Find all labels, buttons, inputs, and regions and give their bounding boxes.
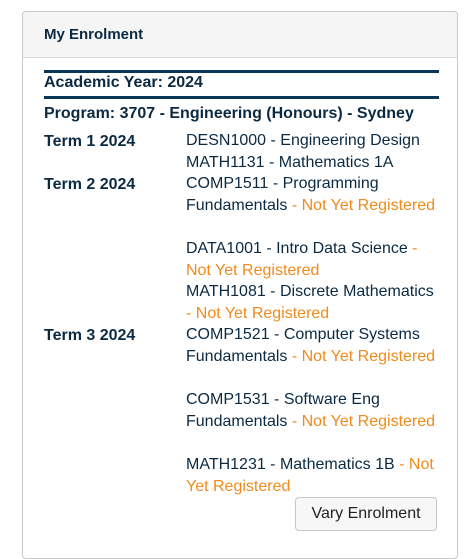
divider-top: [44, 70, 439, 73]
course-item: [186, 173, 436, 216]
course-status: - Not Yet Registered: [186, 456, 434, 495]
academic-year: Academic Year: 2024: [44, 74, 203, 91]
course-name: COMP1531 - Software Eng Fundamentals: [186, 391, 380, 430]
enrolment-panel: [22, 11, 458, 559]
panel-title: My Enrolment: [23, 12, 457, 58]
course-item: [186, 389, 436, 432]
course-name: COMP1511 - Programming Fundamentals: [186, 175, 379, 214]
course-item: [186, 130, 436, 152]
term-label: Term 1 2024: [44, 133, 136, 150]
term-label: Term 2 2024: [44, 176, 136, 193]
course-name: MATH1081 - Discrete Mathematics: [186, 283, 434, 300]
course-item: [186, 454, 436, 497]
course-item: [186, 281, 436, 324]
course-status: - Not Yet Registered: [186, 240, 418, 279]
course-name: DATA1001 - Intro Data Science: [186, 240, 408, 257]
divider-bottom: [44, 96, 439, 99]
course-item: [186, 152, 436, 174]
course-name: MATH1131 - Mathematics 1A: [186, 154, 394, 171]
vary-enrolment-button[interactable]: Vary Enrolment: [295, 497, 437, 531]
course-item: [186, 324, 436, 367]
course-name: COMP1521 - Computer Systems Fundamentals: [186, 326, 420, 365]
course-name: DESN1000 - Engineering Design: [186, 132, 420, 149]
course-status: - Not Yet Registered: [186, 304, 330, 322]
course-status: - Not Yet Registered: [287, 196, 436, 214]
course-name: MATH1231 - Mathematics 1B: [186, 456, 395, 473]
program-heading: Program: 3707 - Engineering (Honours) - Sydney: [44, 105, 414, 122]
term-label: Term 3 2024: [44, 327, 136, 344]
course-item: [186, 238, 436, 281]
course-status: - Not Yet Registered: [287, 347, 436, 365]
course-status: - Not Yet Registered: [287, 412, 436, 430]
